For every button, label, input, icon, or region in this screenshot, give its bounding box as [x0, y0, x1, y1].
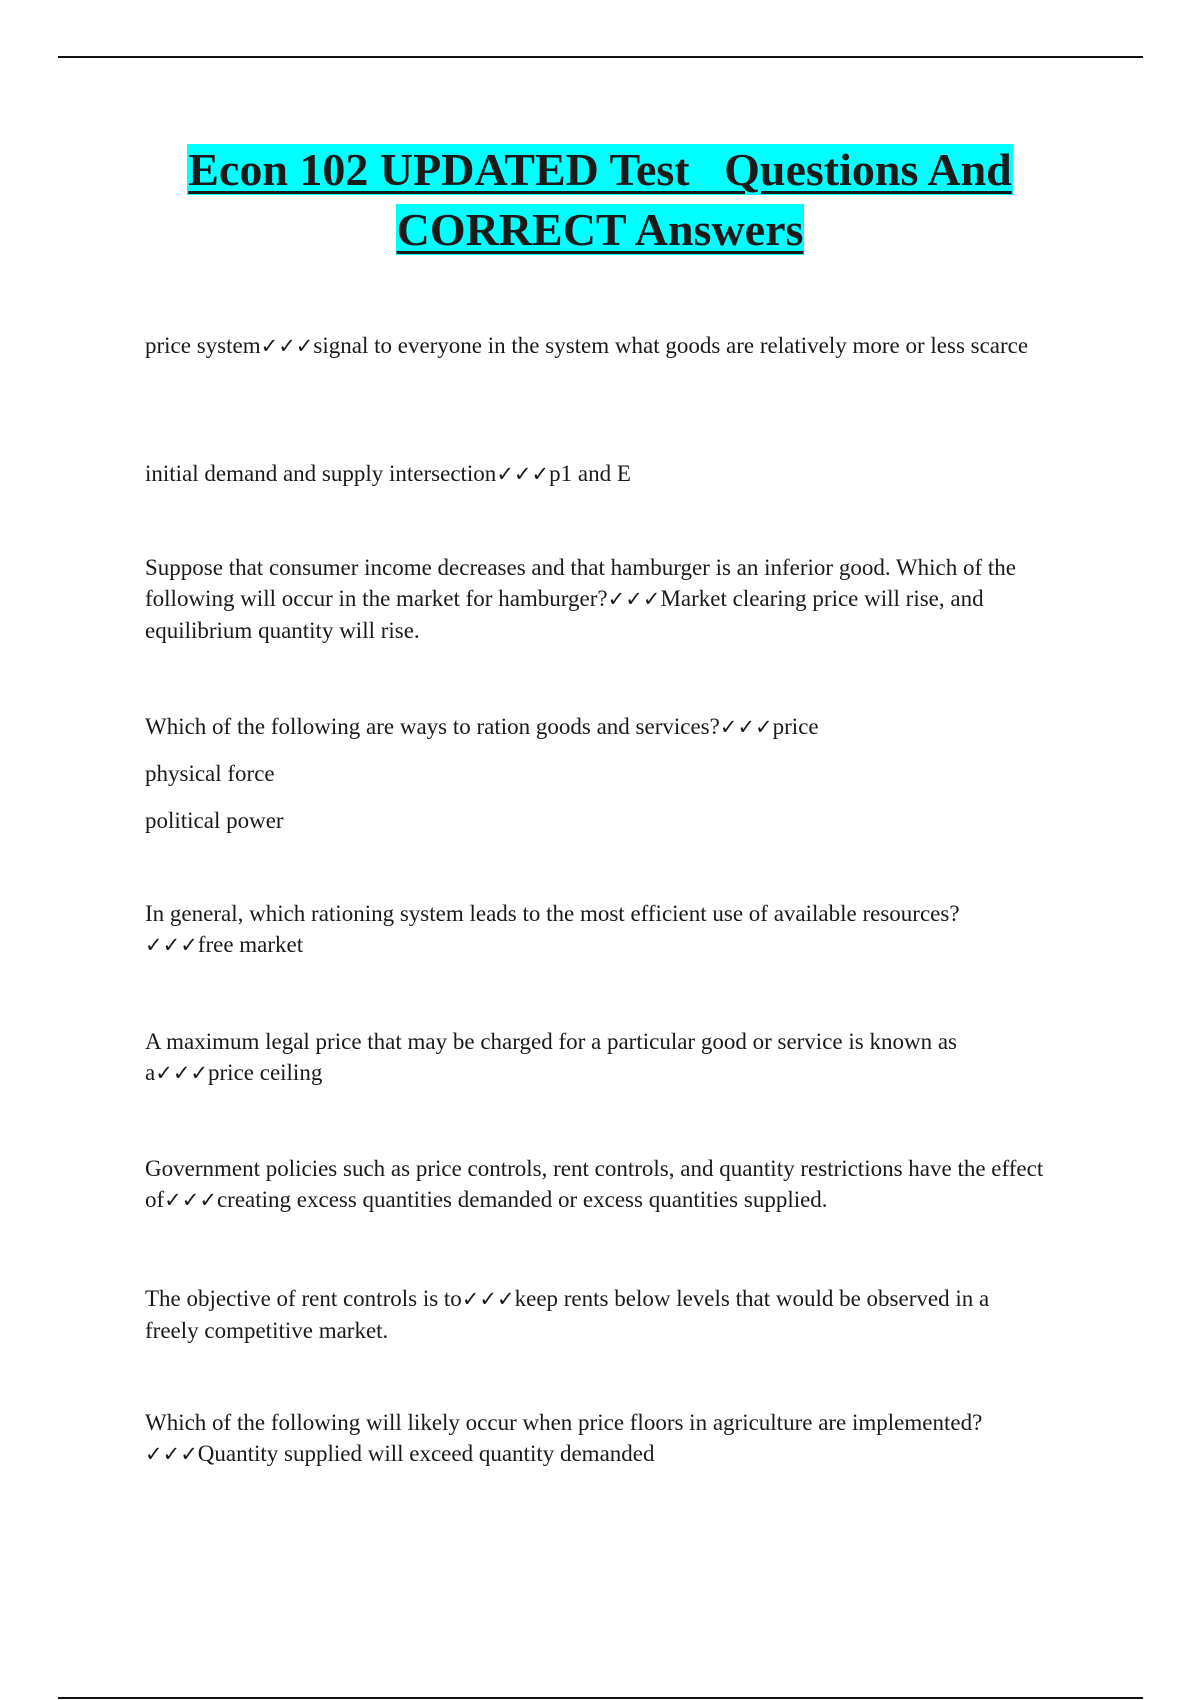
question-text: Suppose that consumer income decreases and that hamburger is an inferior good. Which of the following will occur in the market for hamburger? [145, 555, 1016, 611]
qa-item [145, 458, 1045, 490]
answer-text: keep rents below levels that would be observed in a freely competitive market. [145, 1286, 990, 1343]
qa-item [145, 1407, 1045, 1470]
qa-item [145, 330, 1045, 362]
question-text: initial demand and supply intersection [145, 461, 497, 486]
answer-text: free market [197, 932, 304, 957]
qa-item [145, 711, 1045, 743]
answer-text: Market clearing price will rise, and equilibrium quantity will rise. [145, 586, 984, 643]
answer-text: Quantity supplied will exceed quantity demanded [197, 1441, 655, 1466]
question-text: A maximum legal price that may be charged for a particular good or service is known as a [145, 1029, 957, 1085]
answer-text: creating excess quantities demanded or excess quantities supplied. [216, 1187, 828, 1212]
title-line-2: CORRECT Answers [396, 204, 804, 255]
check-mark-icon: ✓✓✓ [719, 715, 773, 739]
check-mark-icon: ✓✓✓ [145, 933, 198, 957]
check-mark-icon: ✓✓✓ [155, 1061, 209, 1085]
answer-text: p1 and E [549, 461, 631, 486]
check-mark-icon: ✓✓✓ [145, 1442, 198, 1466]
question-text: Which of the following are ways to ration goods and services? [145, 714, 720, 739]
title-line-1: Econ 102 UPDATED Test Questions And [188, 144, 1012, 195]
answer-text: political power [145, 808, 284, 833]
qa-item [145, 1283, 1045, 1346]
top-rule [58, 56, 1143, 58]
answer-text: signal to everyone in the system what goods are relatively more or less scarce [313, 333, 1029, 358]
answer-text: price [772, 714, 819, 739]
answer-extra-line [145, 805, 1045, 836]
answer-text: physical force [145, 761, 275, 786]
check-mark-icon: ✓✓✓ [164, 1188, 217, 1212]
bottom-rule [58, 1697, 1143, 1699]
qa-item [145, 898, 1045, 961]
answer-text: price ceiling [208, 1060, 323, 1085]
answer-extra-line [145, 758, 1045, 789]
question-text: price system [145, 333, 261, 358]
check-mark-icon: ✓✓✓ [260, 334, 314, 358]
check-mark-icon: ✓✓✓ [607, 587, 661, 611]
qa-item [145, 1153, 1045, 1216]
check-mark-icon: ✓✓✓ [461, 1287, 515, 1311]
question-text: In general, which rationing system leads to the most efficient use of available resources? [145, 901, 960, 926]
question-text: The objective of rent controls is to [145, 1286, 462, 1311]
page-title [0, 140, 1200, 260]
question-text: Government policies such as price controls, rent controls, and quantity restrictions have the effect of [145, 1156, 1044, 1212]
check-mark-icon: ✓✓✓ [496, 462, 550, 486]
qa-item [145, 552, 1045, 646]
qa-item [145, 1026, 1045, 1089]
question-text: Which of the following will likely occur when price floors in agriculture are implemented? [145, 1410, 983, 1435]
